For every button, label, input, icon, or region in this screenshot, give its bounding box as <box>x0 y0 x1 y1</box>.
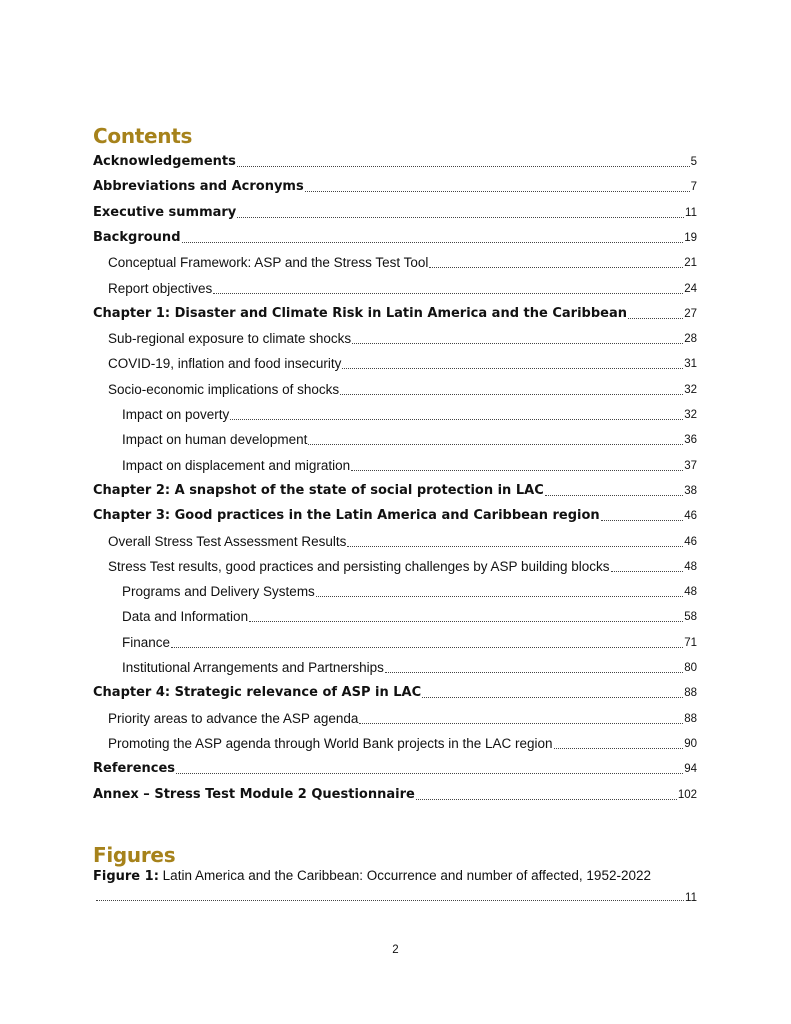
leader-dots <box>385 662 683 673</box>
leader-dots <box>545 485 683 496</box>
toc-entry[interactable] <box>93 350 697 372</box>
toc-entry-label: Promoting the ASP agenda through World Bank projects in the LAC region <box>108 735 553 751</box>
leader-dots <box>237 207 684 218</box>
leader-dots <box>230 409 683 420</box>
toc-entry-page: 88 <box>684 687 697 700</box>
leader-dots <box>96 890 684 901</box>
toc-entry[interactable] <box>93 528 697 550</box>
toc-entry-label: COVID-19, inflation and food insecurity <box>108 356 342 372</box>
leader-dots <box>305 181 690 192</box>
toc-entry[interactable] <box>93 275 697 297</box>
toc-entry-page: 48 <box>684 560 697 573</box>
leader-dots <box>347 536 683 547</box>
toc-entry-page: 36 <box>684 434 697 447</box>
leader-dots <box>422 687 683 698</box>
figure-page-number: 11 <box>685 892 697 904</box>
toc-entry-page: 90 <box>684 737 697 750</box>
figure-label: Figure 1: <box>93 869 159 884</box>
toc-entry-page: 21 <box>684 257 697 270</box>
toc-entry-label: Chapter 1: Disaster and Climate Risk in Latin America and the Caribbean <box>93 305 627 321</box>
toc-entry[interactable] <box>93 452 697 474</box>
toc-entry-page: 27 <box>684 307 697 320</box>
toc-entry[interactable] <box>93 679 697 701</box>
toc-entry-page: 58 <box>684 611 697 624</box>
toc-entry-page: 5 <box>690 156 697 168</box>
leader-dots <box>601 510 684 521</box>
leader-dots <box>213 283 683 294</box>
leader-dots <box>352 333 683 344</box>
leader-dots <box>171 637 683 648</box>
toc-entry[interactable] <box>93 401 697 423</box>
figures-heading: Figures <box>93 843 176 867</box>
figure-leader-row[interactable] <box>93 886 697 904</box>
toc-entry[interactable] <box>93 629 697 651</box>
toc-entry[interactable] <box>93 705 697 727</box>
toc-entry-label: Institutional Arrangements and Partnerships <box>122 660 384 675</box>
toc-entry[interactable] <box>93 249 697 271</box>
leader-dots <box>342 358 683 369</box>
toc-entry-page: 80 <box>684 662 697 674</box>
toc-entry-label: Programs and Delivery Systems <box>122 584 315 600</box>
toc-entry-page: 19 <box>684 231 697 244</box>
toc-entry-label: Overall Stress Test Assessment Results <box>108 533 347 549</box>
leader-dots <box>249 611 683 622</box>
leader-dots <box>176 763 683 774</box>
leader-dots <box>308 434 683 445</box>
leader-dots <box>359 713 683 724</box>
toc-entry-label: Chapter 3: Good practices in the Latin America and Caribbean region <box>93 508 600 524</box>
toc-entry-page: 102 <box>677 788 697 801</box>
leader-dots <box>554 738 684 749</box>
toc-entry-label: Data and Information <box>122 609 249 625</box>
toc-entry-label: Stress Test results, good practices and persisting challenges by ASP building blocks <box>108 558 610 574</box>
leader-dots <box>351 460 683 471</box>
toc-entry[interactable] <box>93 224 697 246</box>
toc-entry-page: 28 <box>684 333 697 346</box>
toc-entry[interactable] <box>93 578 697 600</box>
toc-entry[interactable] <box>93 603 697 625</box>
toc-entry[interactable] <box>93 502 697 524</box>
leader-dots <box>429 257 683 268</box>
toc-entry-label: Finance <box>122 634 171 650</box>
toc-entry-page: 48 <box>684 586 697 599</box>
toc-entry-page: 7 <box>690 181 697 194</box>
contents-heading: Contents <box>93 124 193 148</box>
toc-entry[interactable] <box>93 654 697 676</box>
toc-entry[interactable] <box>93 199 697 221</box>
toc-entry[interactable] <box>93 781 697 803</box>
toc-entry-page: 11 <box>685 206 697 219</box>
toc-entry-label: Chapter 2: A snapshot of the state of social protection in LAC <box>93 482 544 498</box>
toc-entry-label: Sub-regional exposure to climate shocks <box>108 331 352 347</box>
leader-dots <box>237 156 690 167</box>
toc-entry-page: 88 <box>684 712 697 725</box>
toc-entry-label: Abbreviations and Acronyms <box>93 179 304 195</box>
toc-entry-label: Socio-economic implications of shocks <box>108 381 340 397</box>
toc-entry-page: 94 <box>684 763 697 776</box>
toc-entry[interactable] <box>93 426 697 448</box>
toc-entry-page: 38 <box>684 484 697 497</box>
leader-dots <box>628 308 683 319</box>
toc-entry-label: Executive summary <box>93 204 237 220</box>
toc-entry-label: Priority areas to advance the ASP agenda <box>108 710 359 726</box>
toc-entry-page: 24 <box>684 282 697 295</box>
toc-entry-label: Impact on human development <box>122 432 308 448</box>
toc-entry-page: 32 <box>684 409 697 421</box>
toc-entry-label: Impact on displacement and migration <box>122 457 351 473</box>
toc-entry[interactable] <box>93 173 697 195</box>
leader-dots <box>182 232 684 243</box>
toc-entry-label: Annex – Stress Test Module 2 Questionnaire <box>93 786 415 802</box>
toc-entry-label: Chapter 4: Strategic relevance of ASP in LAC <box>93 685 422 701</box>
toc-entry-page: 71 <box>684 636 697 649</box>
toc-entry-label: Impact on poverty <box>122 407 230 422</box>
toc-entry[interactable] <box>93 553 697 575</box>
toc-entry[interactable] <box>93 730 697 752</box>
toc-entry-label: Conceptual Framework: ASP and the Stress Test Tool <box>108 255 429 271</box>
toc-entry-page: 31 <box>684 358 697 371</box>
toc-entry-label: Background <box>93 229 181 245</box>
toc-entry[interactable] <box>93 477 697 499</box>
toc-entry-page: 32 <box>684 383 697 396</box>
figure-entry[interactable] <box>93 868 697 884</box>
toc-entry[interactable] <box>93 755 697 777</box>
toc-entry-page: 46 <box>684 535 697 548</box>
toc-entry[interactable] <box>93 300 697 322</box>
toc-entry-page: 46 <box>684 510 697 523</box>
leader-dots <box>416 789 677 800</box>
figure-title: Latin America and the Caribbean: Occurrence and number of affected, 1952-2022 <box>162 868 651 883</box>
leader-dots <box>611 561 684 572</box>
toc-entry[interactable] <box>93 325 697 347</box>
toc-entry-label: Acknowledgements <box>93 154 236 169</box>
page-number: 2 <box>392 944 399 956</box>
toc-entry-page: 37 <box>684 459 697 472</box>
toc-entry[interactable] <box>93 148 697 170</box>
leader-dots <box>316 586 683 597</box>
toc-entry-label: Report objectives <box>108 280 213 296</box>
toc-entry-label: References <box>93 761 176 777</box>
leader-dots <box>340 384 683 395</box>
toc-entry[interactable] <box>93 376 697 398</box>
